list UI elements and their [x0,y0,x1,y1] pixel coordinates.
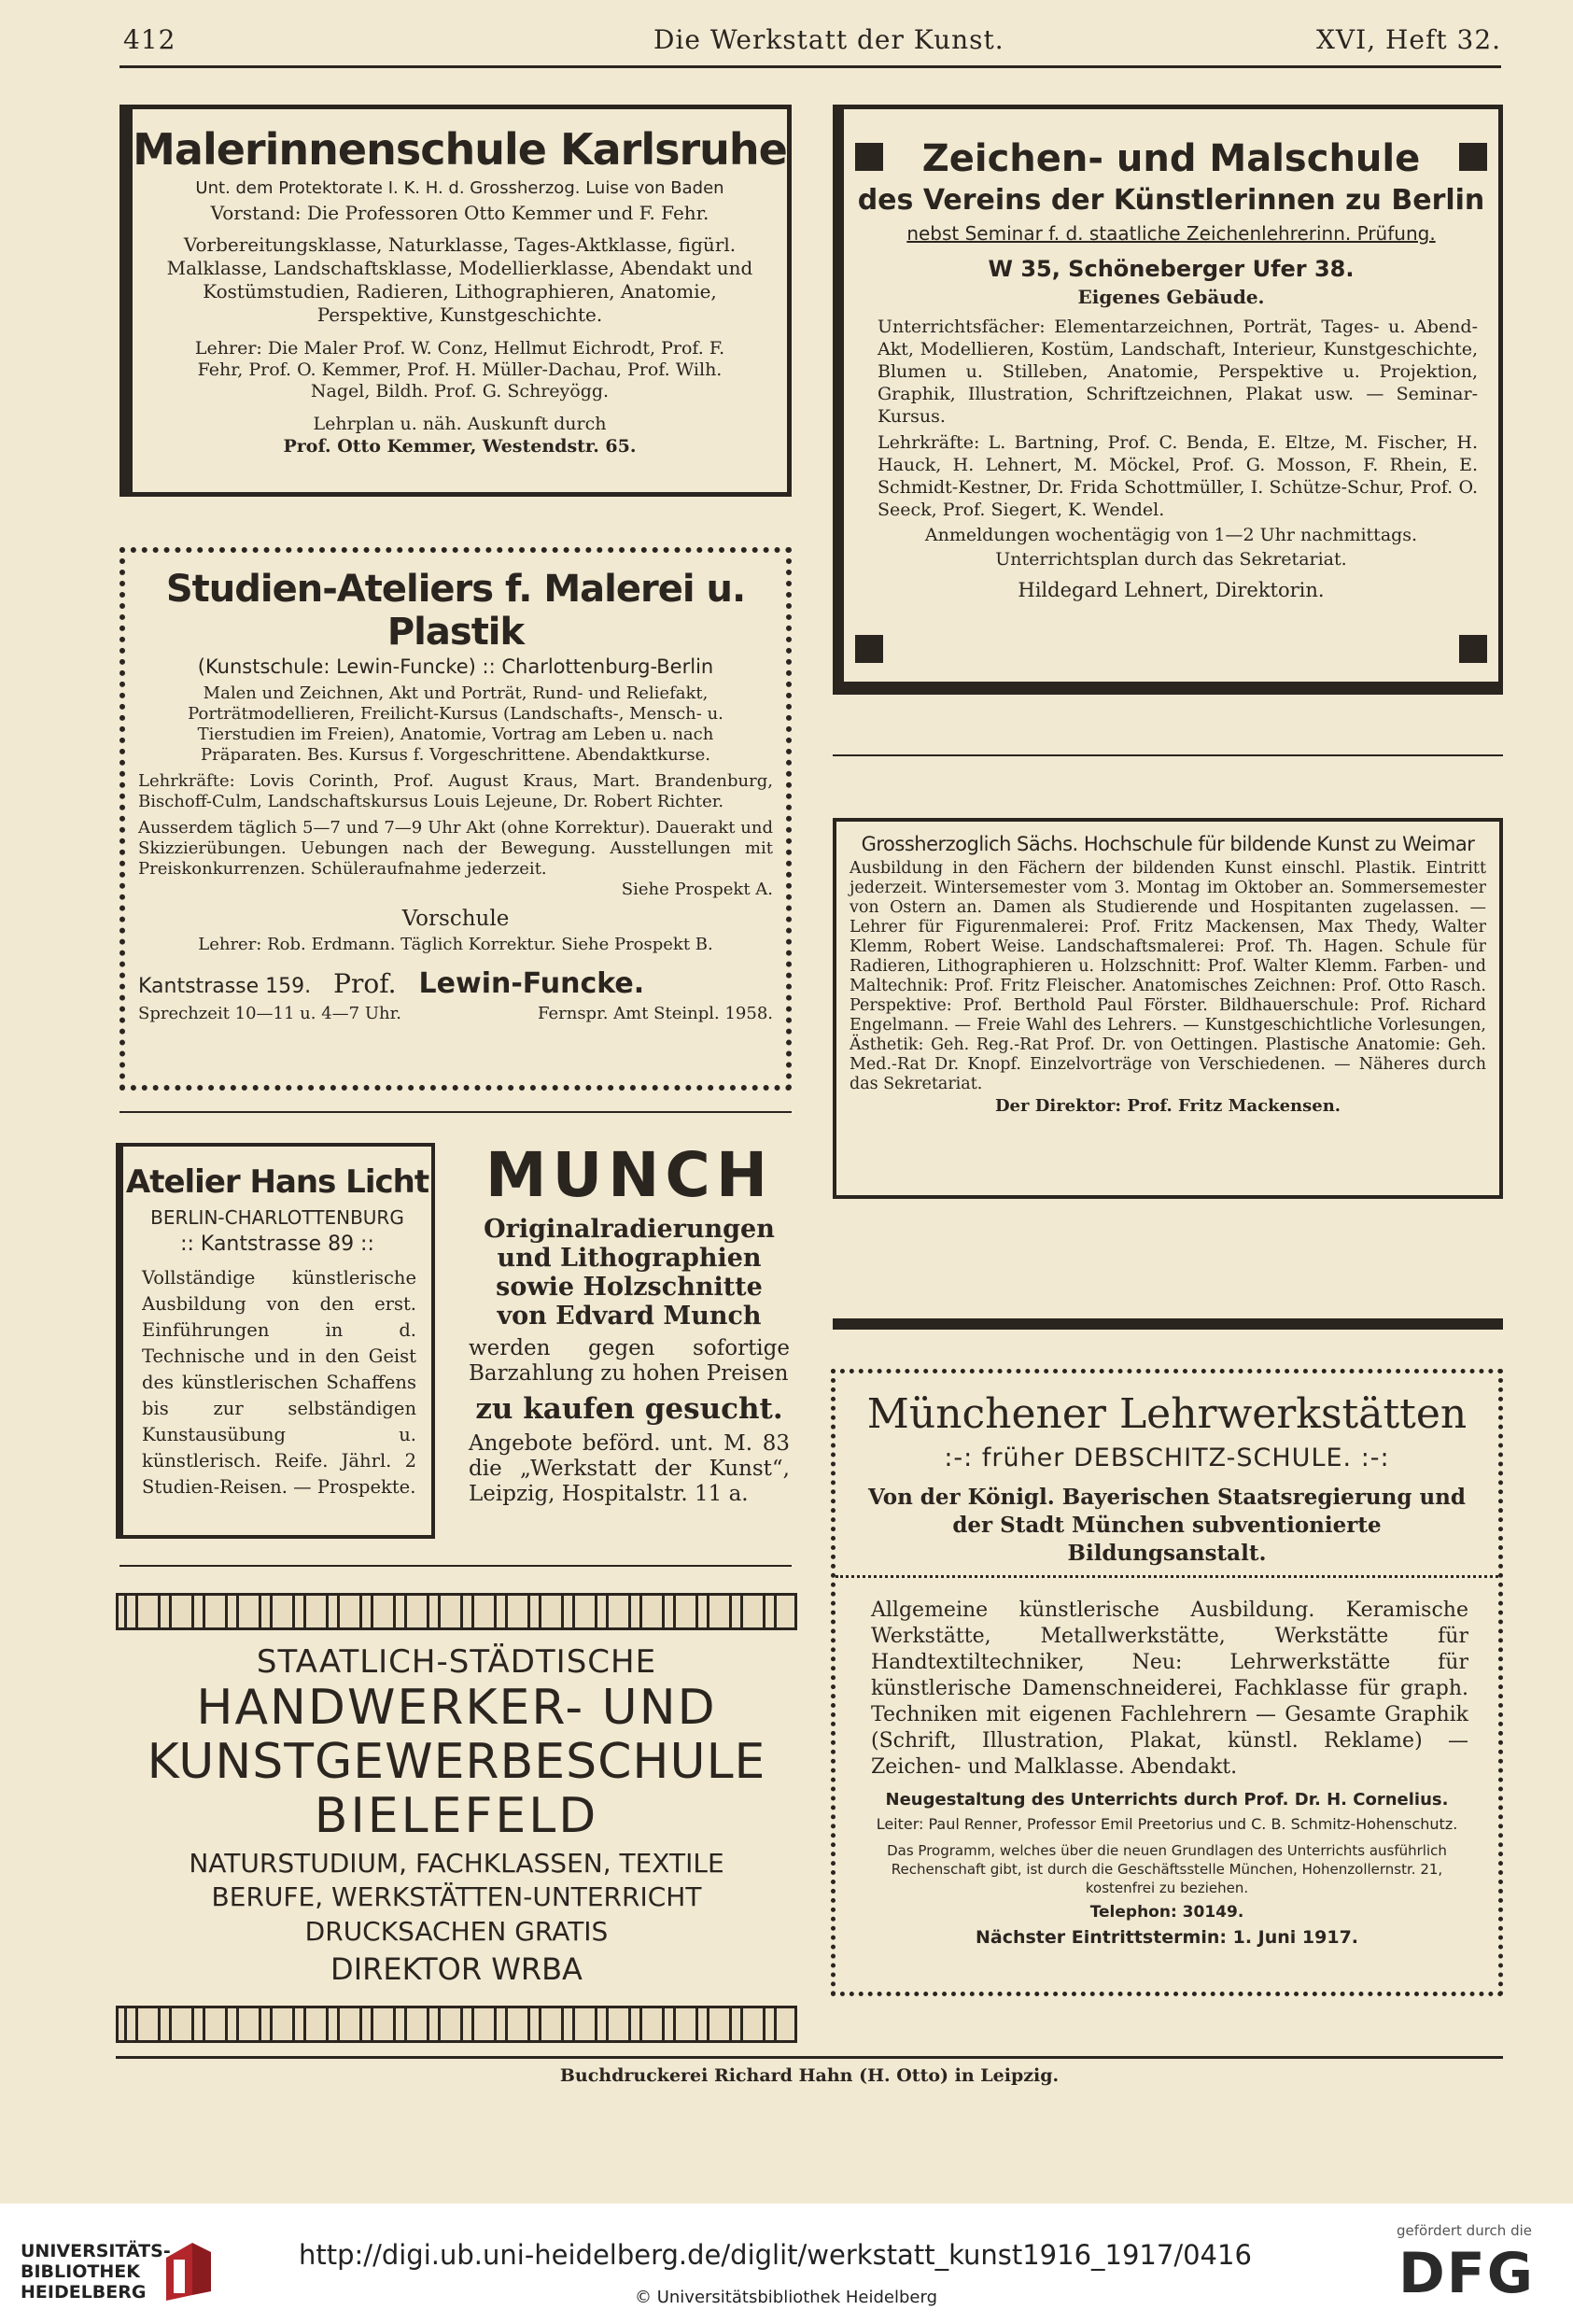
bottom-rule [116,2056,1503,2059]
library-name-1: UNIVERSITÄTS- [21,2241,171,2261]
ad-munch-l5: werden gegen sofortige Barzahlung zu hohen Preisen [469,1336,790,1386]
ad-muenchen-sub: :-: früher DEBSCHITZ-SCHULE. :-: [944,1444,1390,1472]
ad-muenchen-body: Allgemeine künstlerische Ausbildung. Keramische Werkstätte, Metallwerkstätte, Werkstätte für Handtextiltechniker, Neu: Lehrwerkstätte für künstlerische Damenschneiderei, Fachklasse für graph. Techniken mit eigenen Fachlehrern — Gesamte Graphik (Schrift, Illustration, Plakat, künstl. Reklame) — Zeichen- und Malklasse. Abendakt. [871,1599,1468,1779]
library-name-2: BIBLIOTHEK [21,2261,140,2282]
ad-muenchen-divider [836,1575,1498,1578]
ad-studien-vorschule-text: Lehrer: Rob. Erdmann. Täglich Korrektur. Siehe Prospekt B. [198,935,713,954]
page-number: 412 [123,24,176,55]
ad-berlin-building: Eigenes Gebäude. [1077,286,1265,308]
funded-by: gefördert durch die [1397,2222,1532,2239]
copyright: © Universitätsbibliothek Heidelberg [635,2288,938,2307]
separator-2 [119,1111,792,1113]
ad-studien-hours: Sprechzeit 10—11 u. 4—7 Uhr. [138,1004,401,1023]
ad-studien-title: Studien-Ateliers f. Malerei u. Plastik [165,568,746,654]
ad-berlin-plan: Unterrichtsplan durch das Sekretariat. [995,549,1347,570]
ad-berlin-director: Hildegard Lehnert, Direktorin. [1018,579,1325,601]
ad-munch-l4: von Edvard Munch [497,1302,762,1331]
ad-muenchen-leiter: Leiter: Paul Renner, Professor Emil Preetorius und C. B. Schmitz-Hohenschutz. [876,1815,1458,1833]
separator-3 [119,1565,792,1567]
ad-bielefeld-l2: HANDWERKER- UND [196,1680,717,1736]
ad-licht-street: :: Kantstrasse 89 :: [180,1232,374,1256]
ad-berlin-verein [833,105,1503,695]
ad-munch-title: MUNCH [485,1139,774,1211]
header-rule [119,65,1501,68]
ad-licht-city: BERLIN-CHARLOTTENBURG [150,1206,404,1229]
ad-studien-vorschule: Vorschule [401,907,510,931]
ad-studien-subtitle: (Kunstschule: Lewin-Funcke) :: Charlottenburg-Berlin [197,655,714,678]
ad-karlsruhe-title: Malerinnenschule Karlsruhe [133,124,787,175]
ad-munch-l7: Angebote beförd. unt. M. 83 die „Werkstatt der Kunst“, Leipzig, Hospitalstr. 11 a. [469,1431,790,1506]
library-logo-icon [159,2239,215,2304]
ad-karlsruhe-protectorate: Unt. dem Protektorate I. K. H. d. Grossherzog. Luise von Baden [195,178,724,198]
ad-karlsruhe [119,105,792,497]
separator-1 [833,754,1503,756]
ad-studien-name: Lewin-Funcke. [418,967,645,1000]
ad-studien-prof: Prof. [333,968,397,999]
ornament-top [116,1593,797,1630]
separator-4 [833,1318,1503,1330]
library-name-3: HEIDELBERG [21,2282,147,2303]
ad-munch-l2: und Lithographien [497,1244,762,1273]
ad-bielefeld-l6: BERUFE, WERKSTÄTTEN-UNTERRICHT [211,1881,702,1912]
ad-bielefeld-l7: DRUCKSACHEN GRATIS [304,1916,609,1947]
ad-berlin-title3: nebst Seminar f. d. staatliche Zeichenlehrerinn. Prüfung. [906,222,1436,245]
corner-square-tl [855,143,883,171]
ornament-bottom [116,2006,797,2043]
ad-bielefeld-l8: DIREKTOR WRBA [330,1951,583,1987]
printer-line: Buchdruckerei Richard Hahn (H. Otto) in Leipzig. [559,2065,1060,2086]
ad-muenchen-telefon: Telephon: 30149. [1089,1903,1244,1922]
ad-bielefeld-l1: STAATLICH-STÄDTISCHE [256,1643,657,1681]
ad-munch [461,1139,797,1541]
ad-berlin-title2: des Vereins der Künstlerinnen zu Berlin [857,184,1485,217]
ad-licht-title: Atelier Hans Licht [125,1163,429,1201]
ad-licht-body: Vollständige künstlerische Ausbildung von den erst. Einführungen in d. Technische und in den Geist des künstlerischen Schaffens bis zur selbständigen Kunstausübung u. künstlerisch. Reife. Jährl. 2 Studien-Reisen. — Prospekte. [142,1267,416,1498]
footer [0,2204,1573,2324]
journal-title: Die Werkstatt der Kunst. [653,24,1004,55]
ad-berlin-subjects: Unterrichtsfächer: Elementarzeichnen, Porträt, Tages- u. Abend-Akt, Modellieren, Kostüm, Landschaft, Interieur, Kunstgeschichte, Blumen u. Stilleben, Anatomie, Perspektive u. Projektion, Graphik, Illustration, Schriftzeichnen, Plakat usw. — Seminar-Kursus. [878,317,1478,427]
ad-studien-body: Malen und Zeichnen, Akt und Porträt, Rund- und Reliefakt, Porträtmodellieren, Freilicht-Kursus (Landschafts-, Mensch- u. Tierstudien im Freien), Anatomie, Vortrag am Leben u. nach Präparaten. Bes. Kursus f. Vorgeschrittene. Abendaktkurse. [188,683,723,765]
ad-berlin-address: W 35, Schöneberger Ufer 38. [988,256,1355,282]
ad-weimar-director: Der Direktor: Prof. Fritz Mackensen. [994,1096,1341,1116]
ad-munch-l6: zu kaufen gesucht. [475,1392,783,1426]
corner-square-bl [855,635,883,663]
dfg-logo: DFG [1398,2241,1536,2306]
corner-square-br [1459,635,1487,663]
ad-weimar-title: Grossherzoglich Sächs. Hochschule für bildende Kunst zu Weimar [861,833,1475,855]
ad-bielefeld-l4: BIELEFELD [314,1788,599,1844]
ad-munch-l1: Originalradierungen [484,1215,775,1244]
ad-studien-extra: Ausserdem täglich 5—7 und 7—9 Uhr Akt (ohne Korrektur). Dauerakt und Skizzierübungen. Uebungen nach der Bewegung. Ausstellungen mit Preiskonkurrenzen. Schüleraufnahme jederzeit. [138,818,773,879]
ad-muenchen-l1: Von der Königl. Bayerischen Staatsregierung und der Stadt München subventionierte Bildungsanstalt. [868,1485,1466,1566]
ad-berlin-enroll: Anmeldungen wochentägig von 1—2 Uhr nachmittags. [924,525,1418,545]
issue-number: XVI, Heft 32. [1316,24,1502,55]
ad-berlin-teachers: Lehrkräfte: L. Bartning, Prof. C. Benda, E. Eltze, M. Fischer, H. Hauck, H. Lehnert, M. Möckel, Prof. G. Mosson, F. Rhein, E. Schmidt-Kestner, Dr. Frida Schottmüller, I. Schütze-Schur, Prof. O. Seeck, Prof. Siegert, K. Wendel. [878,432,1478,520]
ad-muenchen-title: Münchener Lehrwerkstätten [866,1390,1468,1438]
ad-studien-prospekt-a: Siehe Prospekt A. [621,880,773,899]
ad-muenchen [831,1369,1503,1996]
ad-licht [116,1143,435,1539]
ad-bielefeld-l5: NATURSTUDIUM, FACHKLASSEN, TEXTILE [189,1848,724,1879]
corner-square-tr [1459,143,1487,171]
ad-karlsruhe-info1: Lehrplan u. näh. Auskunft durch [313,414,607,434]
ad-studien [119,547,792,1091]
ad-karlsruhe-body: Vorbereitungsklasse, Naturklasse, Tages-Aktklasse, figürl. Malklasse, Landschaftsklasse, Modellierklasse, Abendakt und Kostümstudien, Radieren, Lithographieren, Anatomie, Perspektive, Kunstgeschichte. [166,233,753,326]
ad-muenchen-termin: Nächster Eintrittstermin: 1. Juni 1917. [975,1927,1359,1948]
ad-berlin-title1: Zeichen- und Malschule [921,137,1421,180]
ad-weimar [833,818,1503,1199]
ad-studien-phone: Fernspr. Amt Steinpl. 1958. [537,1004,773,1023]
source-url[interactable]: http://digi.ub.uni-heidelberg.de/diglit/werkstatt_kunst1916_1917/0416 [299,2239,1252,2271]
ad-karlsruhe-info2: Prof. Otto Kemmer, Westendstr. 65. [283,436,637,457]
ad-muenchen-programm: Das Programm, welches über die neuen Grundlagen des Unterrichts ausführlich Rechenschaft gibt, ist durch die Geschäftsstelle München, Hohenzollernstr. 21, kostenfrei zu beziehen. [887,1842,1447,1896]
ad-karlsruhe-board: Vorstand: Die Professoren Otto Kemmer und F. Fehr. [210,202,709,224]
ad-munch-l3: sowie Holzschnitte [496,1273,763,1302]
ad-karlsruhe-teachers: Lehrer: Die Maler Prof. W. Conz, Hellmut Eichrodt, Prof. F. Fehr, Prof. O. Kemmer, Prof. H. Müller-Dachau, Prof. Wilh. Nagel, Bildh. Prof. G. Schreyögg. [194,338,725,401]
ad-muenchen-neu: Neugestaltung des Unterrichts durch Prof. Dr. H. Cornelius. [885,1790,1449,1810]
ad-bielefeld [116,1643,797,1989]
ad-studien-teachers: Lehrkräfte: Lovis Corinth, Prof. August Kraus, Mart. Brandenburg, Bischoff-Culm, Landschaftskursus Louis Lejeune, Dr. Robert Richter. [138,771,773,811]
ad-bielefeld-l3: KUNSTGEWERBESCHULE [147,1734,766,1790]
ad-weimar-body: Ausbildung in den Fächern der bildenden Kunst einschl. Plastik. Eintritt jederzeit. Wintersemester vom 3. Montag im Oktober an. Sommersemester von Ostern an. Damen als Studierende und Hospitanten zugelassen. — Lehrer für Figurenmalerei: Prof. Fritz Mackensen, Max Thedy, Walter Klemm, Robert Weise. Landschaftsmalerei: Prof. Th. Hagen. Schule für Radieren, Lithographieren u. Holzschnitt: Prof. Walter Klemm. Farben- und Maltechnik: Prof. Fritz Fleischer. Anatomisches Zeichnen: Prof. Otto Rasch. Perspektive: Prof. Berthold Paul Förster. Bildhauerschule: Prof. Richard Engelmann. — Freie Wahl des Lehrers. — Kunstgeschichtliche Vorlesungen, Ästhetik: Geh. Reg.-Rat Prof. Dr. von Oettingen. Plastische Anatomie: Geh. Med.-Rat Dr. Knopf. Einzelvorträge von Verschiedenen. — Näheres durch das Sekretariat. [850,859,1486,1093]
ad-studien-street: Kantstrasse 159. [138,975,312,998]
